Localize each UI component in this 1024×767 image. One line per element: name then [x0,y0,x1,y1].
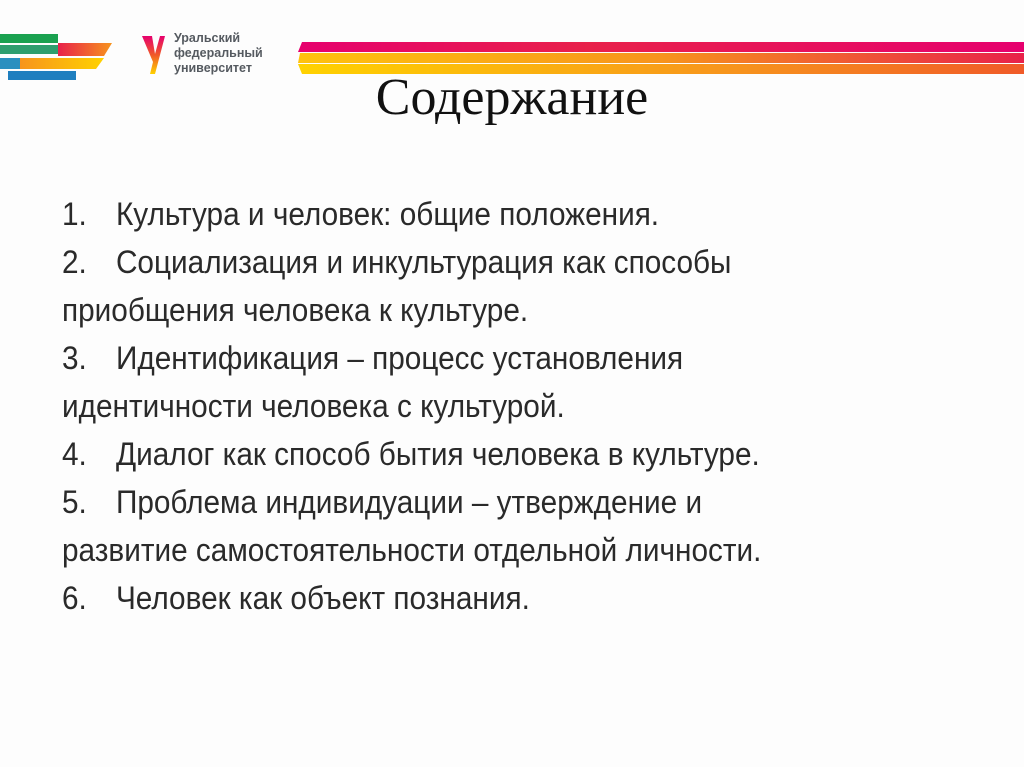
logo-line-2: федеральный [174,46,263,60]
slide-title: Содержание [375,69,649,126]
list-item [62,190,899,238]
item-number: 4. [62,436,87,472]
list-item-continuation: идентичности человека с культурой. [62,388,565,424]
item-number: 6. [62,580,87,616]
contents-list [62,190,899,622]
item-number: 3. [62,340,87,376]
list-item-continuation: развитие самостоятельности отдельной личности. [62,532,762,568]
logo-line-3: университет [174,61,252,75]
item-text: Человек как объект познания. [115,580,530,616]
item-number: 2. [62,244,87,280]
item-text: Идентификация – процесс установления [115,340,684,376]
item-number: 5. [62,484,87,520]
item-number: 1. [62,196,87,232]
item-text: Диалог как способ бытия человека в культуре. [115,436,760,472]
list-item [62,478,899,526]
list-item [62,430,899,478]
item-text: Культура и человек: общие положения. [115,196,660,232]
list-item [62,334,899,382]
list-item-continuation: приобщения человека к культуре. [62,292,529,328]
list-item [62,574,899,622]
item-text: Социализация и инкультурация как способы [115,244,732,280]
item-text: Проблема индивидуации – утверждение и [115,484,703,520]
list-item [62,238,899,286]
logo-line-1: Уральский [174,31,241,45]
